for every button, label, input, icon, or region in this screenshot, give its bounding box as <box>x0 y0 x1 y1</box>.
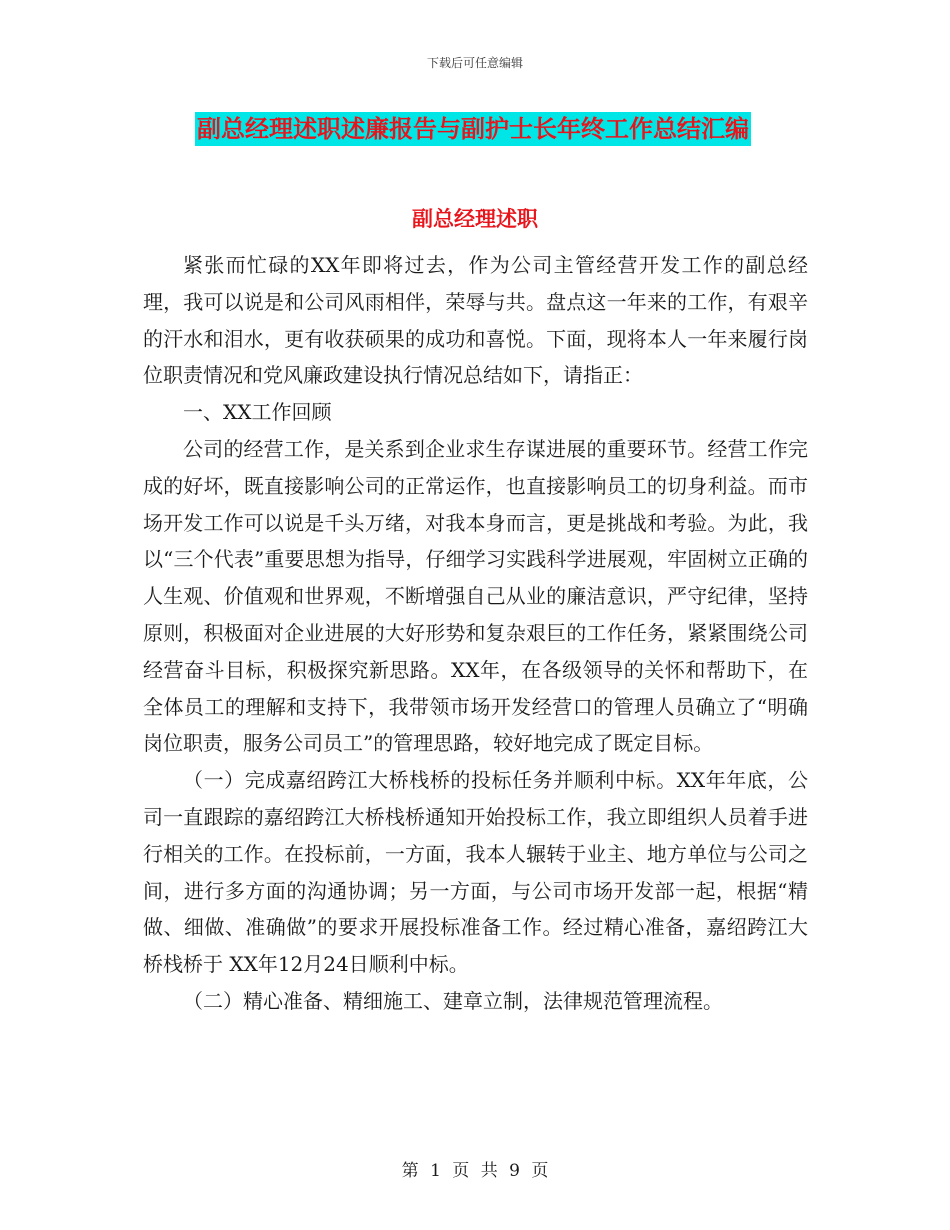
paragraph-intro: 紧张而忙碌的XX年即将过去，作为公司主管经营开发工作的副总经理，我可以说是和公司风雨相伴，荣辱与共。盘点这一年来的工作，有艰辛的汗水和泪水，更有收获硕果的成功和喜悦。下面，现将本人一年来履行岗位职责情况和党风廉政建设执行情况总结如下，请指正： <box>143 253 808 388</box>
paragraph-item-2: （二）精心准备、精细施工、建章立制，法律规范管理流程。 <box>183 988 723 1013</box>
document-body <box>143 247 808 1020</box>
page-footer: 第 1 页 共 9 页 <box>401 1161 549 1181</box>
header-note: 下载后可任意编辑 <box>426 56 523 70</box>
paragraph-item-1: （一）完成嘉绍跨江大桥栈桥的投标任务并顺利中标。XX年年底，公司一直跟踪的嘉绍跨江大桥栈桥通知开始投标工作，我立即组织人员着手进行相关的工作。在投标前，一方面，我本人辗转于业主、地方单位与公司之间，进行多方面的沟通协调；另一方面，与公司市场开发部一起，根据“精做、细做、准确做”的要求开展投标准备工作。经过精心准备，嘉绍跨江大桥栈桥于 XX年12月24日顺利中标。 <box>143 768 808 977</box>
heading-review: 一、XX工作回顾 <box>183 400 332 425</box>
paragraph-review: 公司的经营工作，是关系到企业求生存谋进展的重要环节。经营工作完成的好坏，既直接影响公司的正常运作，也直接影响员工的切身利益。而市场开发工作可以说是千头万绪，对我本身而言，更是挑战和考验。为此，我以“三个代表”重要思想为指导，仔细学习实践科学进展观，牢固树立正确的人生观、价值观和世界观，不断增强自己从业的廉洁意识，严守纪律，坚持原则，积极面对企业进展的大好形势和复杂艰巨的工作任务，紧紧围绕公司经营奋斗目标，积极探究新思路。XX年，在各级领导的关怀和帮助下，在全体员工的理解和支持下，我带领市场开发经营口的管理人员确立了“明确岗位职责，服务公司员工”的管理思路，较好地完成了既定目标。 <box>143 436 808 756</box>
document-title: 副总经理述职述廉报告与副护士长年终工作总结汇编 <box>195 112 751 146</box>
section-title: 副总经理述职 <box>412 207 538 231</box>
